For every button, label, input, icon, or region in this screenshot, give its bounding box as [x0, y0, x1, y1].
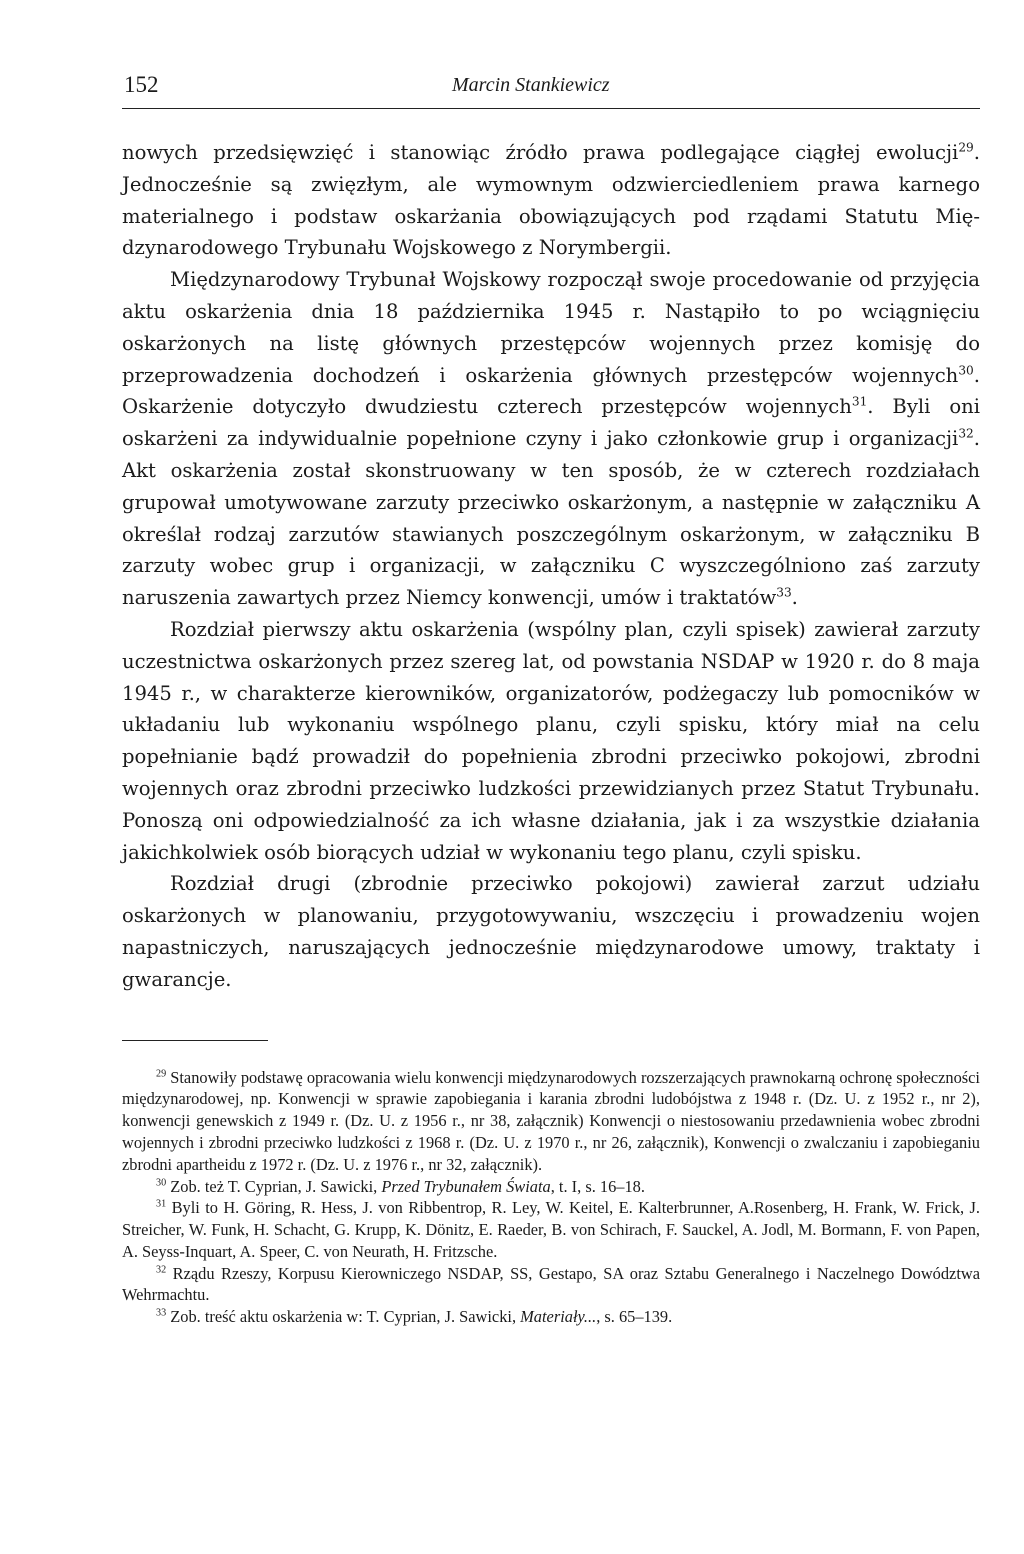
paragraph-3: Rozdział pierwszy aktu oskarżenia (wspólny plan, czyli spisek) zawierał zarzuty uczestnictwa oskarżonych przez szereg lat, od powstania NSDAP w 1920 r. do 8 maja 1945 r., w charakterze kierowników, organizatorów, podżegaczy lub pomocników w układaniu lub wykonaniu wspólnego planu, czyli spisku, który miał na celu popełnianie bądź prowadził do popełnienia zbrodni przeciwko pokojowi, zbrodni wojennych oraz zbrodni przeciwko ludzkości przewidzianych przez Statut Trybunału. Ponoszą oni odpowiedzialność za ich własne działania, jak i za wszystkie działania jakichkolwiek osób biorących udział w wykonaniu tego planu, czyli spisku.	[122, 617, 980, 864]
footnote-text: Rządu Rzeszy, Korpusu Kierowniczego NSDAP, SS, Gestapo, SA oraz Sztabu Generalnego i Naczelnego Dowództwa Wehrmachtu.	[122, 1263, 980, 1305]
running-head-author: Marcin Stankiewicz	[452, 74, 610, 96]
footnote-text: Zob. treść aktu oskarżenia w: T. Cyprian, J. Sawicki,	[170, 1307, 521, 1327]
cited-title: Materiały...	[520, 1307, 597, 1327]
footnote-33	[122, 1306, 980, 1328]
page-number: 152	[124, 72, 159, 97]
footnote-text: , t. I, s. 16–18.	[550, 1176, 645, 1196]
footnotes	[122, 1067, 980, 1329]
footnote-30	[122, 1176, 980, 1198]
footnote-text: Zob. też T. Cyprian, J. Sawicki,	[170, 1176, 382, 1196]
footnote-divider	[122, 1040, 268, 1041]
footnote-ref-32: 32	[958, 426, 974, 441]
text-run: nowych przedsięwzięć i stanowiąc źródło prawa podlegające ciągłej ewolucji	[122, 141, 959, 164]
text-run: . Jednocześnie są zwięzłym, ale wymownym odzwierciedleniem prawa karnego materialnego i podstaw oskarżania obowiązujących pod rządami Statutu Międzynarodowego Trybunału Wojskowego z Norymbergii.	[122, 141, 980, 260]
footnote-32	[122, 1263, 980, 1307]
text-run: . Oskarżenie dotyczyło dwudziestu czterech przestępców wojennych	[122, 363, 980, 419]
text-run: . Byli oni oskarżeni za indywidualnie popełnione czyny i jako członkowie grup i organizacji	[122, 395, 981, 451]
main-text	[122, 137, 980, 996]
footnote-number: 32	[156, 1264, 167, 1276]
footnote-text: Byli to H. Göring, R. Hess, J. von Ribbentrop, R. Ley, W. Keitel, E. Kalterbrunner, A.Rosenberg, H. Frank, W. Frick, J. Streicher, W. Funk, H. Schacht, G. Krupp, K. Dönitz, E. Raeder, B. von Schirach, F. Sauckel, A. Jodl, M. Bormann, F. von Papen, A. Seyss-Inquart, A. Speer, C. von Neurath, H. Fritzsche.	[122, 1198, 980, 1261]
footnote-text: , s. 65–139.	[596, 1307, 673, 1327]
footnote-number: 30	[156, 1177, 167, 1189]
footnote-number: 31	[156, 1198, 167, 1210]
footnote-ref-31: 31	[851, 394, 868, 409]
text-run: Międzynarodowy Trybunał Wojskowy rozpoczął swoje procedowanie od przyjęcia aktu oskarżenia dnia 18 października 1945 r. Nastąpiło to po wciągnięciu oskarżonych na listę głównych przestępców wojennych przez komisję do przeprowadzenia dochodzeń i oskarżenia głównych przestępców wojennych	[122, 268, 980, 387]
footnote-number: 29	[156, 1068, 167, 1080]
cited-title: Przed Trybunałem Świata	[381, 1176, 551, 1196]
paragraph-2	[122, 264, 980, 614]
footnote-ref-29: 29	[958, 140, 974, 155]
text-run: .	[791, 586, 798, 610]
book-page	[122, 62, 980, 1328]
paragraph-1	[122, 137, 980, 264]
text-run: . Akt oskarżenia został skonstruowany w ten sposób, że w czterech rozdziałach grupował umotywowane zarzuty przeciwko oskarżonym, a następnie w załączniku A określał rodzaj zarzutów stawianych poszczególnym oskarżonym, w załączniku B zarzuty wobec grup i organizacji, w załączniku C wyszczególniono zaś zarzuty naruszenia zawartych przez Niemcy konwencji, umów i traktatów	[122, 427, 980, 610]
footnote-number: 33	[156, 1307, 167, 1319]
footnote-text: Stanowiły podstawę opracowania wielu konwencji międzynarodowych rozszerzających prawnokarną ochronę społeczności międzynarodowej, np. Konwencji w sprawie zapobiegania i karania zbrodni ludobójstwa z 1948 r. (Dz. U. z 1952 r., nr 2), konwencji genewskich z 1949 r. (Dz. U. z 1956 r., nr 38, załącznik) Konwencji o niestosowaniu przedawnienia wobec zbrodni wojennych i zbrodni przeciwko ludzkości z 1968 r. (Dz. U. z 1970 r., nr 26, załącznik), Konwencji o zwalczaniu i zapobieganiu zbrodni apartheidu z 1972 r. (Dz. U. z 1976 r., nr 32, załącznik).	[122, 1067, 980, 1174]
footnote-ref-33: 33	[776, 585, 792, 600]
paragraph-4: Rozdział drugi (zbrodnie przeciwko pokojowi) zawierał zarzut udziału oskarżonych w planowaniu, przygotowywaniu, wszczęciu i prowadzeniu wojen napastniczych, naruszających jednocześnie międzynarodowe umowy, traktaty i gwarancje.	[122, 872, 980, 991]
footnote-31	[122, 1197, 980, 1262]
footnote-29	[122, 1067, 980, 1176]
footnote-ref-30: 30	[958, 363, 974, 378]
page-header	[122, 62, 980, 109]
